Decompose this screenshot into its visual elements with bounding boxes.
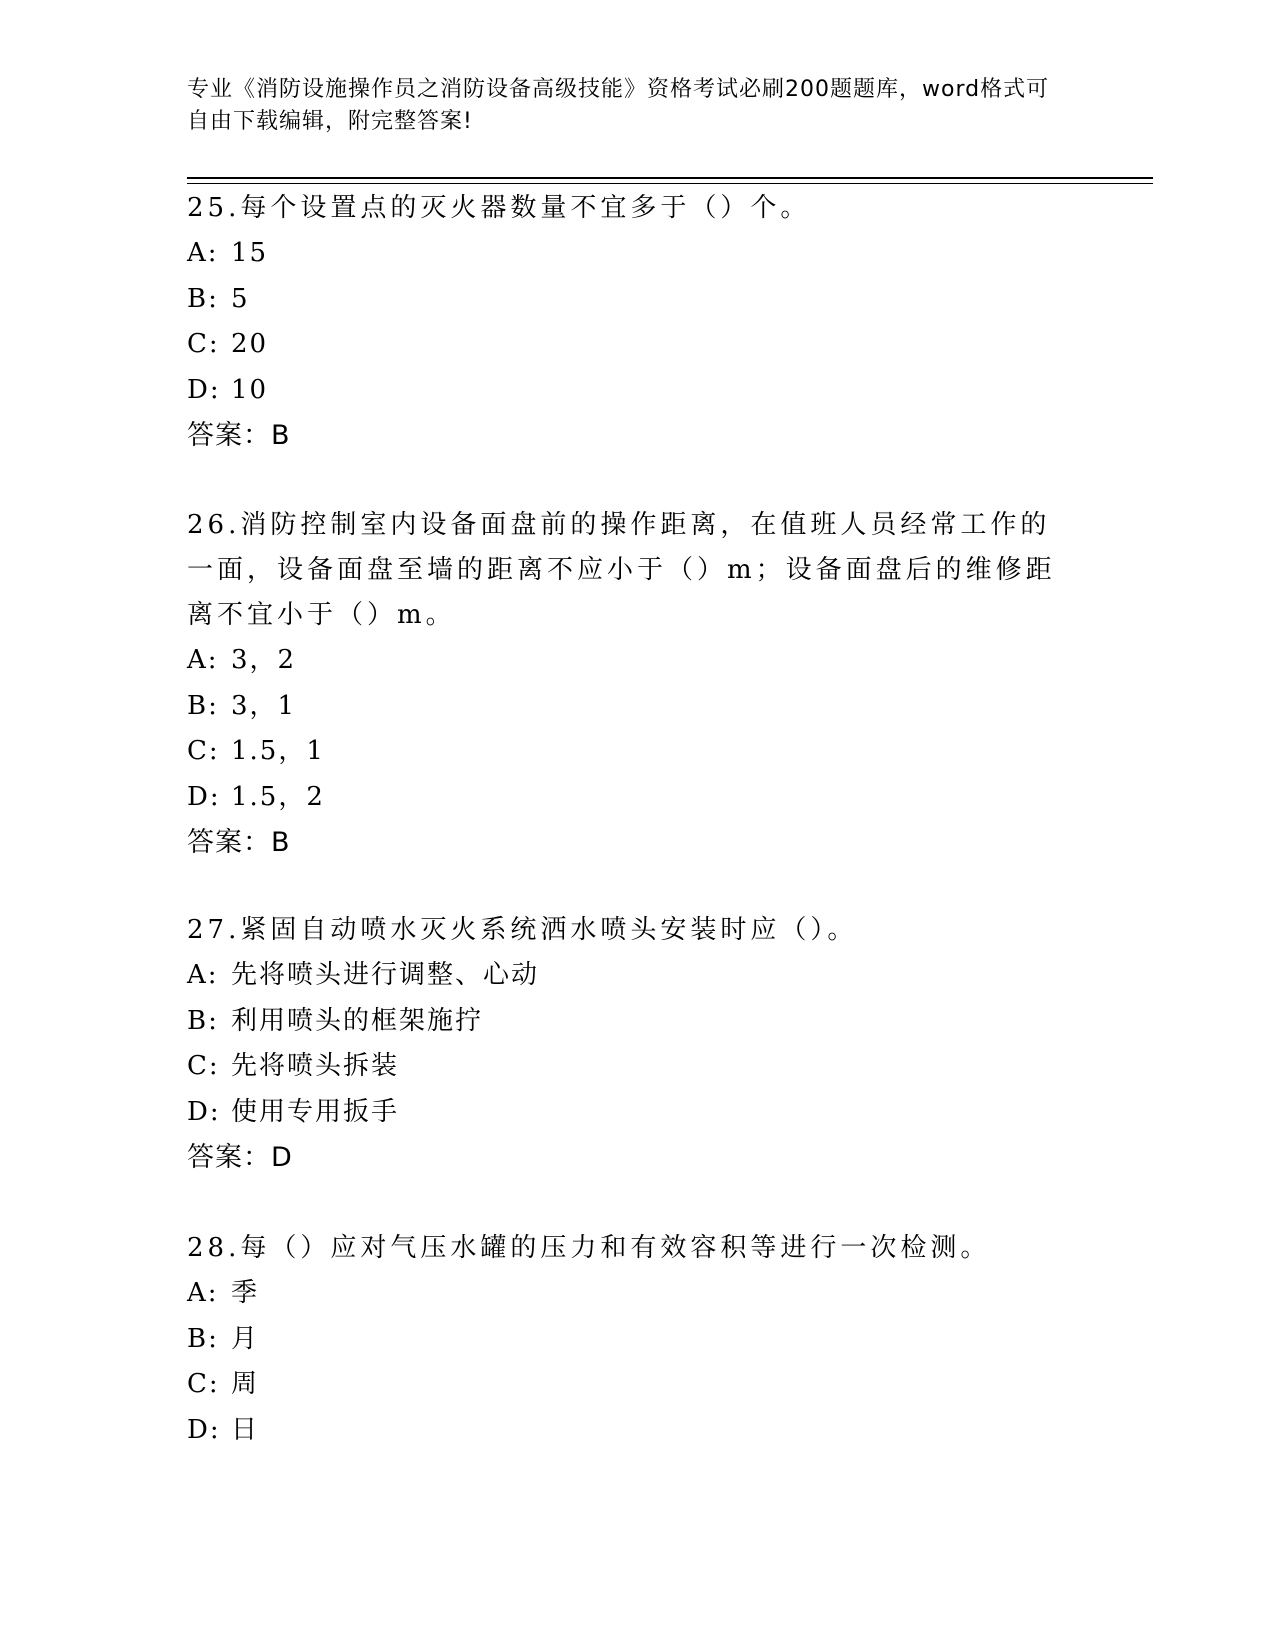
option-b [187, 1317, 1077, 1363]
option-text: 5 [231, 283, 250, 314]
question-25 [187, 186, 1077, 458]
option-d [187, 368, 1077, 414]
header-divider-thick [187, 177, 1153, 179]
option-key: A: [187, 1278, 219, 1308]
option-b [187, 277, 1077, 323]
option-text: 使用专用扳手 [231, 1096, 400, 1127]
option-key: D: [187, 374, 221, 405]
option-a [187, 1271, 1077, 1317]
question-27 [187, 908, 1077, 1180]
option-c [187, 1362, 1077, 1408]
option-key: B: [187, 283, 219, 314]
question-stem: 27.紧固自动喷水灭火系统洒水喷头安装时应（）。 [187, 915, 858, 945]
option-text: 先将喷头拆装 [231, 1051, 400, 1081]
option-b [187, 684, 1077, 730]
option-key: D: [187, 781, 221, 812]
option-d [187, 775, 1077, 821]
option-key: C: [187, 1369, 220, 1399]
option-text: 季 [231, 1278, 260, 1308]
question-28 [187, 1226, 1077, 1453]
option-c [187, 322, 1077, 368]
answer-line: 答案：B [187, 827, 291, 858]
document-intro: 专业《消防设施操作员之消防设备高级技能》资格考试必刷200题题库，word格式可自由下载编辑，附完整答案! [187, 77, 1050, 134]
question-stem: 26.消防控制室内设备面盘前的操作距离，在值班人员经常工作的一面，设备面盘至墙的距离不应小于（）m；设备面盘后的维修距离不宜小于（）m。 [187, 510, 1056, 630]
question-26 [187, 503, 1077, 865]
option-key: C: [187, 1051, 220, 1081]
option-text: 日 [231, 1414, 260, 1445]
option-d [187, 1408, 1077, 1454]
option-text: 利用喷头的框架施拧 [231, 1005, 484, 1036]
option-text: 20 [231, 329, 269, 359]
option-key: D: [187, 1096, 221, 1127]
option-b [187, 999, 1077, 1045]
header-divider-thin [187, 183, 1153, 184]
option-key: A: [187, 645, 219, 675]
option-d [187, 1090, 1077, 1136]
option-key: A: [187, 238, 219, 268]
option-text: 3，2 [231, 645, 297, 675]
option-key: B: [187, 690, 219, 721]
question-stem: 25.每个设置点的灭火器数量不宜多于（）个。 [187, 193, 811, 223]
answer-line: 答案：D [187, 1142, 293, 1173]
option-key: D: [187, 1414, 221, 1445]
option-a [187, 953, 1077, 999]
option-text: 周 [231, 1369, 260, 1399]
question-stem: 28.每（）应对气压水罐的压力和有效容积等进行一次检测。 [187, 1233, 991, 1263]
option-key: B: [187, 1323, 219, 1354]
option-text: 10 [231, 374, 269, 405]
option-text: 先将喷头进行调整、心动 [231, 960, 540, 990]
option-a [187, 231, 1077, 277]
option-text: 1.5，1 [231, 736, 325, 766]
option-a [187, 638, 1077, 684]
option-key: C: [187, 329, 220, 359]
option-text: 1.5，2 [231, 781, 325, 812]
option-key: A: [187, 960, 219, 990]
answer-line: 答案：B [187, 420, 291, 451]
option-text: 3，1 [231, 690, 297, 721]
option-key: B: [187, 1005, 219, 1036]
option-text: 月 [231, 1323, 260, 1354]
option-key: C: [187, 736, 220, 766]
option-c [187, 729, 1077, 775]
option-text: 15 [231, 238, 269, 268]
option-c [187, 1044, 1077, 1090]
